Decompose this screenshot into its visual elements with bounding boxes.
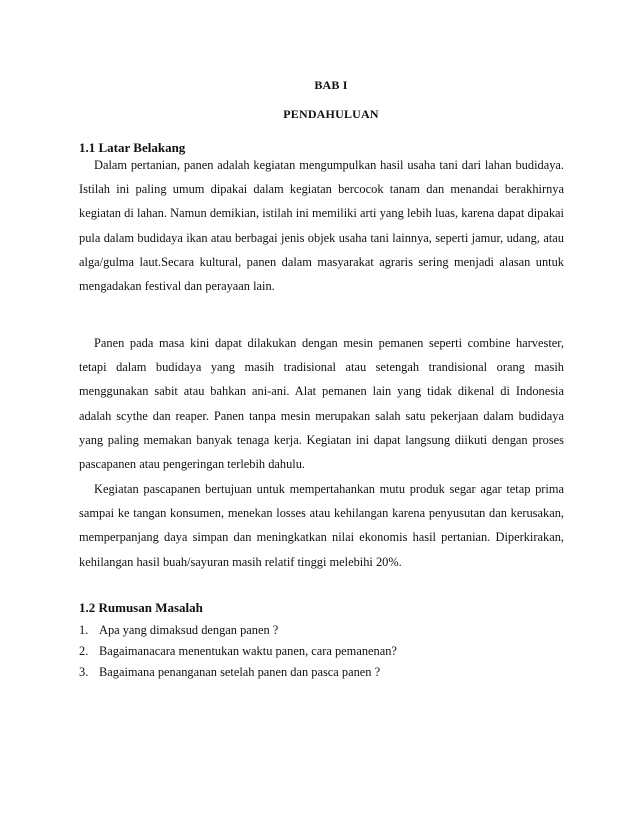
paragraph-1: Dalam pertanian, panen adalah kegiatan mengumpulkan hasil usaha tani dari lahan budidaya. Istilah ini paling umum dipakai dalam kegiatan bercocok tanam dan menandai berakhirnya kegiatan di lahan. Namun demikian, istilah ini memiliki arti yang lebih luas, karena dapat dipakai pula dalam budidaya ikan atau berbagai jenis objek usaha tani lainnya, seperti jamur, udang, atau alga/gulma laut.Secara kultural, panen dalam masyarakat agraris sering menjadi alasan untuk mengadakan festival dan perayaan lain. xyxy=(79,158,564,294)
list-item-text: Bagaimanacara menentukan waktu panen, cara pemanenan? xyxy=(99,644,397,658)
list-item-text: Bagaimana penanganan setelah panen dan pasca panen ? xyxy=(99,665,381,679)
list-item-number: 2. xyxy=(79,644,89,658)
section-heading-rumusan-masalah: 1.2 Rumusan Masalah xyxy=(79,600,203,615)
paragraph-3: Kegiatan pascapanen bertujuan untuk mempertahankan mutu produk segar agar tetap prima sampai ke tangan konsumen, menekan losses atau kehilangan karena penyusutan dan kerusakan, memperpanjang daya simpan dan meningkatkan nilai ekonomis hasil pertanian. Diperkirakan, kehilangan hasil buah/sayuran masih relatif tinggi melebihi 20%. xyxy=(79,482,564,569)
list-item-number: 1. xyxy=(79,623,89,637)
list-item-number: 3. xyxy=(79,665,89,679)
paragraph-2: Panen pada masa kini dapat dilakukan dengan mesin pemanen seperti combine harvester, tetapi dalam budidaya yang masih tradisional atau setengah trandisional orang masih menggunakan sabit atau bahkan ani-ani. Alat pemanen lain yang tidak dikenal di Indonesia adalah scythe dan reaper. Panen tanpa mesin merupakan salah satu pekerjaan dalam budidaya yang paling memakan banyak tenaga kerja. Kegiatan ini dapat langsung diikuti dengan proses pascapanen atau pengeringan terlebih dahulu. xyxy=(79,336,564,472)
list-item-text: Apa yang dimaksud dengan panen ? xyxy=(99,623,279,637)
section-heading-latar-belakang: 1.1 Latar Belakang xyxy=(79,140,186,155)
chapter-title: PENDAHULUAN xyxy=(283,107,379,121)
chapter-number: BAB I xyxy=(314,78,348,92)
list-item xyxy=(79,662,564,683)
list-item xyxy=(79,620,564,641)
list-item xyxy=(79,641,564,662)
question-list xyxy=(79,620,564,683)
